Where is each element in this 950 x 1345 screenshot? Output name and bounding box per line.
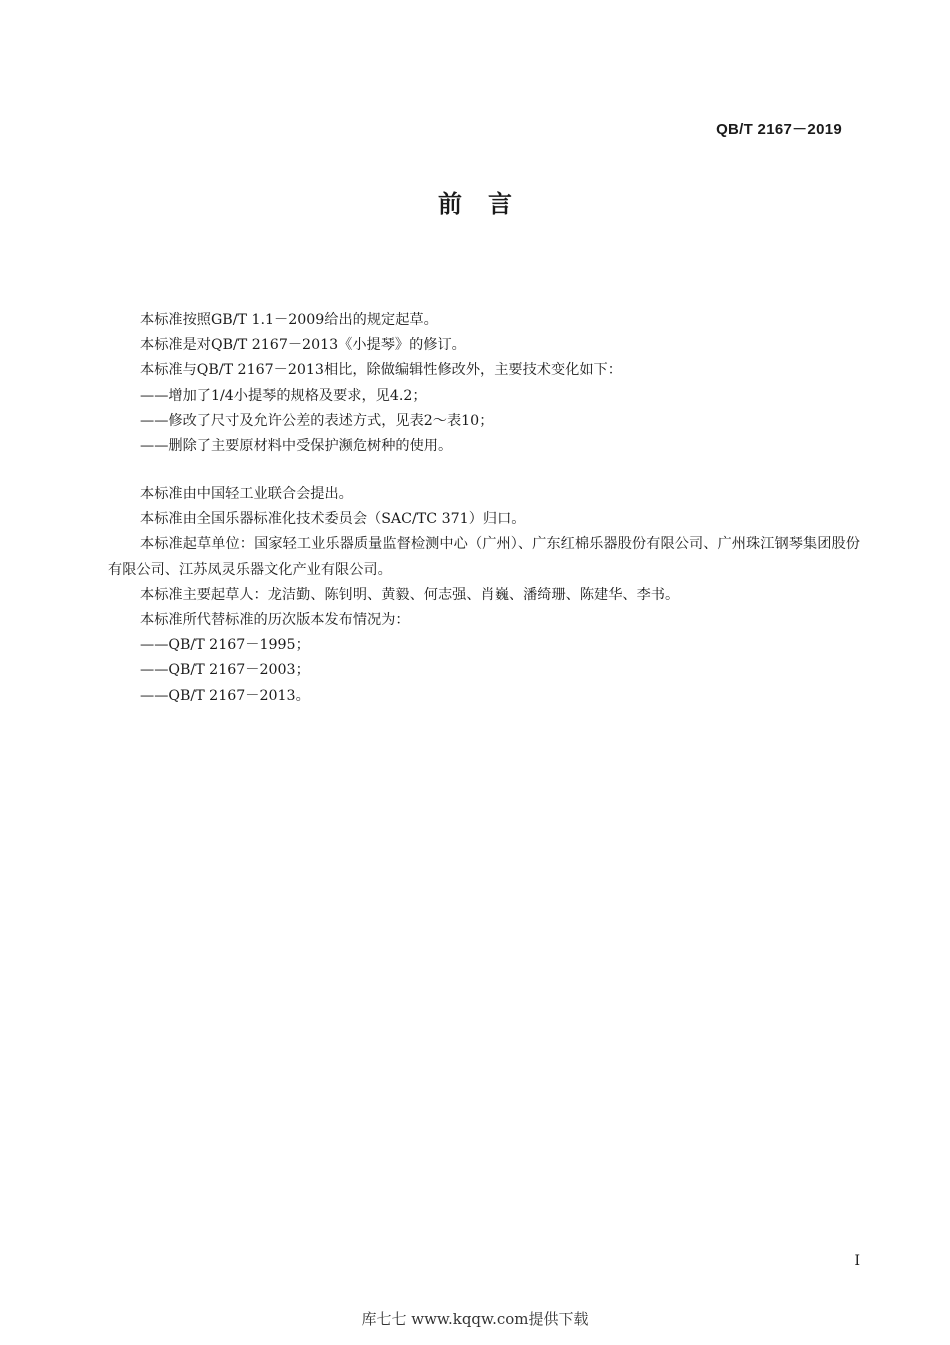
change-item: ——删除了主要原材料中受保护濒危树种的使用。 — [140, 438, 453, 455]
preface-block-organization — [108, 482, 860, 709]
paragraph: 本标准起草单位：国家轻工业乐器质量监督检测中心（广州）、广东红棉乐器股份有限公司、广州珠江钢琴集团股份有限公司、江苏凤灵乐器文化产业有限公司。 — [108, 536, 860, 578]
preface-block-drafting — [108, 308, 860, 459]
paragraph: 本标准与QB/T 2167－2013相比，除做编辑性修改外，主要技术变化如下： — [140, 362, 622, 379]
standard-code: QB/T 2167－2019 — [716, 121, 842, 138]
paragraph: 本标准由中国轻工业联合会提出。 — [140, 486, 353, 502]
paragraph: 本标准按照GB/T 1.1－2009给出的规定起草。 — [140, 312, 438, 328]
change-item: ——增加了1/4小提琴的规格及要求，见4.2； — [140, 387, 427, 404]
change-item: ——修改了尺寸及允许公差的表述方式，见表2～表10； — [140, 412, 494, 429]
version-item: ——QB/T 2167－1995； — [140, 637, 310, 654]
paragraph: 本标准由全国乐器标准化技术委员会（SAC/TC 371）归口。 — [140, 511, 526, 528]
paragraph: 本标准主要起草人：龙洁勤、陈钊明、黄毅、何志强、肖巍、潘绮珊、陈建华、李书。 — [140, 586, 680, 603]
version-item: ——QB/T 2167－2013。 — [140, 687, 310, 704]
footer-watermark: 库七七 www.kqqw.com提供下载 — [361, 1310, 589, 1328]
version-item: ——QB/T 2167－2003； — [140, 662, 310, 679]
page-number: I — [854, 1253, 860, 1269]
paragraph: 本标准所代替标准的历次版本发布情况为： — [140, 612, 410, 629]
page-title: 前言 — [438, 190, 538, 218]
paragraph: 本标准是对QB/T 2167－2013《小提琴》的修订。 — [140, 337, 466, 354]
